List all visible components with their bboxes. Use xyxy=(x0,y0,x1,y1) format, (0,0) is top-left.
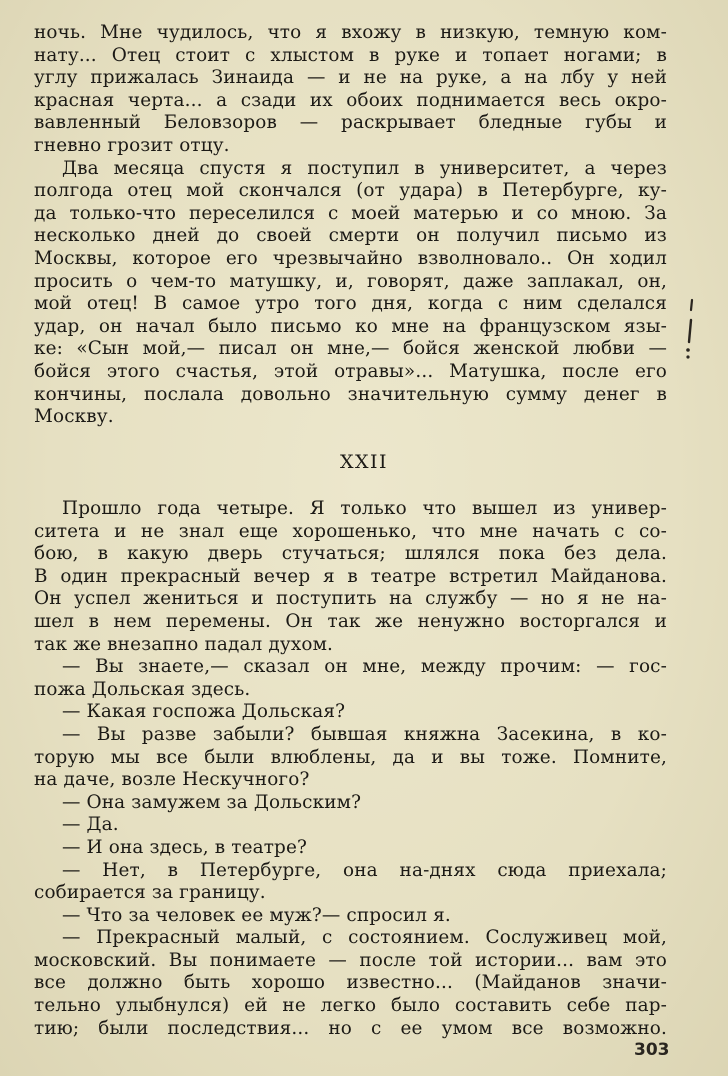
text-line: бою, в какую дверь стучаться; шлялся пока без дела. xyxy=(34,543,667,565)
text-line: Москвы, которое его чрезвычайно взволновало.. Он ходил xyxy=(34,247,667,269)
text-line: ке: «Сын мой,— писал он мне,— бойся женской любви — xyxy=(34,338,667,360)
text-line: нату... Отец стоит с хлыстом в руке и топает ногами; в xyxy=(34,44,667,66)
text-line: В один прекрасный вечер я в театре встретил Майданова. xyxy=(34,565,667,587)
text-line: на даче, возле Нескучного? xyxy=(34,769,310,791)
text-line: кончины, послала довольно значительную сумму денег в xyxy=(34,383,667,405)
text-line: удар, он начал было письмо ко мне на французском язы- xyxy=(34,315,667,337)
text-line: ночь. Мне чудилось, что я вхожу в низкую, темную ком- xyxy=(34,22,667,43)
text-line: шел в нем перемены. Он так же ненужно восторгался и xyxy=(34,610,667,632)
text-line: — Да. xyxy=(62,814,119,836)
text-line: просить о чем-то матушку, и, говорят, даже заплакал, он, xyxy=(34,270,667,292)
paragraph-block-bottom xyxy=(34,498,667,1040)
text-line: — Вы знаете,— сказал он мне, между прочим: — гос- xyxy=(62,656,667,678)
margin-pencil-mark xyxy=(682,298,702,360)
text-line: да только-что переселился с моей матерью и со мною. За xyxy=(34,202,667,224)
text-line: — Что за человек ее муж?— спросил я. xyxy=(62,904,451,926)
text-line: московский. Вы понимаете — после той истории... вам это xyxy=(34,949,667,971)
text-line: — Вы разве забыли? бывшая княжна Засекина, в ко- xyxy=(62,723,667,745)
text-line: красная черта... а сзади их обоих поднимается весь окро- xyxy=(34,89,667,111)
text-line: ситета и не знал еще хорошенько, что мне начать с со- xyxy=(34,520,667,542)
text-line: мой отец! В самое утро того дня, когда с ним сделался xyxy=(34,293,667,315)
text-line: тию; были последствия... но с ее умом все возможно. xyxy=(34,1017,667,1039)
text-line: собирается за границу. xyxy=(34,882,266,904)
text-line: полгода отец мой скончался (от удара) в Петербурге, ку- xyxy=(34,180,667,202)
text-line: углу прижалась Зинаида — и не на руке, а на лбу у ней xyxy=(34,67,667,89)
text-line: — Какая госпожа Дольская? xyxy=(62,701,346,723)
text-line: — И она здесь, в театре? xyxy=(62,836,308,858)
text-line: Два месяца спустя я поступил в университет, а через xyxy=(62,157,667,179)
text-line: — Прекрасный малый, с состоянием. Сослуживец мой, xyxy=(62,927,667,949)
text-line: Прошло года четыре. Я только что вышел из универ- xyxy=(62,498,667,519)
paragraph-block-top xyxy=(34,22,667,429)
text-line: все должно быть хорошо известно... (Майданов значи- xyxy=(34,972,667,994)
text-line: Он успел жениться и поступить на службу — но я не на- xyxy=(34,588,667,610)
text-line: вавленный Беловзоров — раскрывает бледные губы и xyxy=(34,112,667,134)
text-line: несколько дней до своей смерти он получил письмо из xyxy=(34,225,667,247)
text-line: гневно грозит отцу. xyxy=(34,134,230,156)
chapter-heading: XXII xyxy=(339,451,389,473)
text-line: — Она замужем за Дольским? xyxy=(62,791,362,813)
text-line: торую мы все были влюблены, да и вы тоже. Помните, xyxy=(34,746,667,768)
text-line: — Нет, в Петербурге, она на-днях сюда приехала; xyxy=(62,859,667,881)
text-line: так же внезапно падал духом. xyxy=(34,633,334,655)
text-line: тельно улыбнулся) ей не легко было составить себе пар- xyxy=(34,995,667,1017)
text-line: бойся этого счастья, этой отравы»... Матушка, после его xyxy=(34,360,667,382)
page-number: 303 xyxy=(634,1040,670,1060)
text-line: Москву. xyxy=(34,406,114,428)
text-line: пожа Дольская здесь. xyxy=(34,678,251,700)
